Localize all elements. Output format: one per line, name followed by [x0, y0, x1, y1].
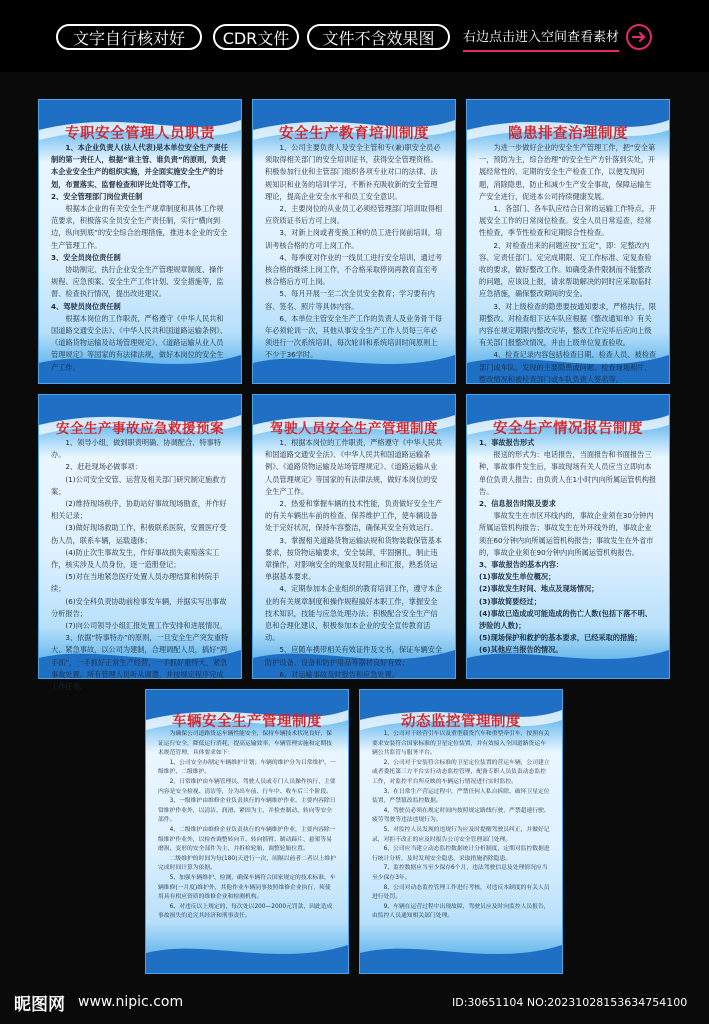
- paragraph: (6)安全科负责协助前检事发车辆，并据实写出事故分析报告；: [51, 596, 227, 618]
- paragraph: 为进一步做好企业的安全生产管理工作，把“安全第一，预防为主，综合治理”的安全生产方针落到实处，开展经常性的、定期的安全生产检查工作，以便发现问题，消除隐患，防止和减少生产安全事故，保障运输生产安全进行，促进本公司持续健康发展。: [479, 143, 656, 201]
- paragraph-heading: (4)事故已造成或可能造成的伤亡人数(包括下落不明、涉险的人数)；: [479, 608, 652, 631]
- paragraph: 1、各部门、各车队应结合日常的运输工作特点，开展安全工作的日常岗位检查。安全人员日常巡查，经常性检查，季节性检查和定期综合性检查。: [479, 204, 657, 238]
- board-title: 动态监控管理制度: [401, 714, 521, 730]
- paragraph-heading: (3)事故简要经过；: [479, 596, 541, 606]
- paragraph-heading: (6)其他应当报告的情况。: [479, 645, 563, 655]
- paragraph: 5、每月开展一至二次全员安全教育；学习要有内容、签名、照片等具体内容。: [265, 289, 435, 311]
- paragraph: 3、对上级检查的隐患要按通知要求，严格执行，限期整改。对检查组下达车队应根据《整改通知单》有关内容在规定期限内整改完毕，整改工作完毕后应向上级有关部门报整改情况，并由上级单位复查验收。: [479, 301, 657, 348]
- space-link-note[interactable]: 右边点击进入空间查看素材: [463, 26, 619, 52]
- paragraph: 4、二级维护由维修企业负责执行的车辆维护作业，主要内容除一级维护作业外，以检查调整转向节、转向摇臂、制动蹄片、悬架等易磨损、变形的安全部件为主，并拆检轮胎，调整轮胎位置。: [158, 826, 336, 853]
- paragraph: (4)防止次生事故发生，作好事故损失索赔落实工作，核实涉及人员身份，逐一造册登记；: [51, 547, 220, 570]
- paragraph: 6、公司应当建立动态监控数据统计分析制度，定期对监控数据进行统计分析，及时发现安全隐患，采取措施消除隐患。: [372, 846, 550, 862]
- board-title: 驾驶人员安全生产管理制度: [270, 421, 438, 437]
- board-body: [265, 437, 443, 681]
- paragraph: 2、日常维护由车辆管理员、驾驶人员或专门人员操作执行，主要内容是安全检视、清洁等，分为出车前、行车中、收车后三个阶段。: [158, 778, 336, 795]
- board-emergency-plan: [38, 394, 242, 692]
- paragraph: 5、应随车携带相关有效证件及文书，保证车辆安全防护设备、设备和防护用品等器材良好有效；: [265, 645, 443, 667]
- paragraph: 事故发生在市区环线内的，事故企业须在30分钟内所属运管机构报告；事故发生在外环线外的，事故企业须在60分钟内向所属运管机构报告；事故发生在外省市的，事故企业须在90分钟内向所属运管机构报告。: [479, 511, 654, 557]
- paragraph: (1)公司安全安管、运营及相关部门研究制定施救方案；: [51, 474, 227, 496]
- board-body: [51, 142, 229, 374]
- board-hazard-inspection: [466, 99, 670, 384]
- board-training-system: [252, 99, 456, 384]
- watermark-id: ID:30651104 NO:20231028153634754100: [452, 996, 688, 1009]
- paragraph: 根据本企业的有关安全生产规章制度和具体工作规范要求，积极落实全员安全生产责任制，实行“横向到边，纵向到底”的安全综合治理措施，推进本企业的安全生产管理工作。: [51, 204, 228, 250]
- board-body: [265, 142, 443, 362]
- paragraph: 4、检查记录内容包括检查日期、检查人员、被检查部门或车队、发现的主要隐患或问题、检查现场照片、整改情况和被检查部门或车队负责人签名等。: [479, 350, 657, 384]
- paragraph: 2、热爱和掌握车辆的技术性能，负责做好安全生产的有关车辆出车前的检查、保养维护工作，使车辆设备处于完好状况，保持车容整洁，确保其安全有效运行。: [265, 499, 443, 533]
- paragraph: (2)维持现场秩序，协助站好事故现场勘查，并作好相关记录；: [51, 499, 227, 521]
- arrow-right-icon[interactable]: [626, 24, 652, 50]
- paragraph: 6、对违反以上规定的，每次处以200—2000元罚款，因此造成事故损失的追究其经济和刑事责任。: [158, 903, 333, 920]
- board-title: 安全生产教育培训制度: [279, 126, 429, 142]
- paragraph: 二级维护的时间为每(180)天进行一次，间隔以前者二者以上维护完成时间计算为依据。: [158, 855, 336, 872]
- paragraph: 3、对新上岗或者变换工种的员工进行岗前培训，培训考核合格的方可上岗工作。: [265, 228, 443, 250]
- paragraph: 4、驾驶员必须在规定时间内按照规定路线行驶，严禁超速行驶、疲劳驾驶等违法违规行为。: [372, 807, 550, 824]
- board-title: 车辆安全生产管理制度: [172, 714, 322, 730]
- paragraph: 1、根据本岗位的工作职责，严格遵守《中华人民共和国道路交通安全法》、《中华人民共和国道路运输条例》、《道路货物运输及站场管理规定》、《道路运输从业人员管理规定》等国家的有法律法规，做好本岗位的安全生产工作。: [265, 438, 443, 496]
- paragraph: 报送的形式为：电话报告，当面报告和书面报告三种，事故事件发生后，事故现场有关人员应当立即向本单位负责人报告；由负责人在1小时内向所属运管机构报告。: [479, 450, 657, 496]
- pill-cdr-file: CDR文件: [213, 24, 299, 50]
- board-incident-reporting: [466, 394, 670, 679]
- paragraph: 1、公司对于经营引车以及重型载货汽车和重型牵引车，按照有关要求安装符合国家标准的卫星定位装置，并有效接入全国道路货运车辆公共监管与服务平台。: [372, 731, 550, 757]
- board-body: [479, 142, 657, 386]
- paragraph: 根据本岗位的工作职责，严格遵守《中华人民共和国道路交通安全法》、《中华人民共和国道路运输条例》、《道路货物运输及站场管理规定》、《道路运输从业人员管理规定》等国家的有法律法规，做好本岗位的安全生产工作。: [51, 313, 228, 372]
- top-bar: [0, 0, 709, 72]
- paragraph-heading: 2、信息报告时限及要求: [479, 499, 556, 509]
- paragraph: 9、车辆在运营过程中出现故障，驾驶员应及时向监控人员报告，由监控人员通知相关部门处理。: [372, 903, 550, 920]
- paragraph: (3)做好现场救助工作，积极联系医院，安置医疗受伤人员，联系车辆，运载遗体；: [51, 523, 227, 545]
- pill-proofread-text: 文字自行核对好: [56, 24, 202, 50]
- paragraph: 5、对监控人员发现的违规行为应及时提醒驾驶员纠正，并做好记录，对拒不改正的应及时报告公司安全管理部门处理。: [372, 826, 550, 843]
- watermark-logo: 昵图网: [14, 995, 65, 1015]
- board-vehicle-management: [145, 689, 349, 974]
- paragraph-heading: 2、安全管理部门岗位责任制: [51, 191, 143, 201]
- paragraph: 2、公司对于安装符合标准的卫星定位装置的营运车辆，公司建立或者委托第三方平台实行动态监控管理，配备专职人员负责动态监控工作，对监控平台所反映的车辆运行情况进行实时监控。: [372, 759, 550, 785]
- board-title: 安全生产事故应急救援预案: [56, 421, 224, 437]
- board-title: 安全生产情况报告制度: [493, 421, 643, 437]
- paragraph: 4、定期参加本企业组织的教育培训工作，遵守本企业的有关规章制度和操作规程搞好本职工作，掌握安全技术知识，技能与应急处理办法；积极配合安全生产信息和合理化建议，积极参加本企业的安全宣传教育活动。: [265, 584, 443, 643]
- wave-decoration: [360, 933, 562, 973]
- board-title: 专职安全管理人员职责: [65, 126, 215, 142]
- paragraph: 3、依据“特事特办”的原则，一旦安全生产突发重特大、紧急事故，以公司为建制，合理调配人员，搞好“两手抓”，一手抓好正常生产经营，一手抓好重特大、紧急事故处置。所有管理人员听从调遣，并按规定程序完成工作任务。: [51, 633, 229, 692]
- paragraph-heading: 4、驾驶员岗位责任制: [51, 301, 121, 311]
- board-body: [158, 730, 336, 922]
- paragraph: 6、对运输事故及时报告和应急处置。: [279, 669, 399, 679]
- paragraph: 7、监控数据应当至少保存6个月，违法驾驶信息及处理情况应当至少保存3年。: [372, 865, 548, 881]
- paragraph: 为确保公司道路货运车辆性能安全，保持车辆技术状况良好，保证运行安全，降低运行消耗，提高运输效率，车辆管理实施和定期技术规范管理，具体要求如下：: [158, 731, 332, 757]
- watermark-url: www.nipic.com: [78, 994, 184, 1010]
- paragraph: 协助制定、执行企业安全生产管理规章制度、操作规程、应急预案、安全生产工作计划、安全措施等，监督、检查执行情况，提出改进建议。: [51, 265, 224, 299]
- pill-no-effect-image: 文件不含效果图: [307, 24, 450, 50]
- wave-decoration: [146, 933, 348, 973]
- paragraph: 6、本单位主管安全生产工作的负责人及业务骨干每年必须轮训一次，其他从事安全生产工作人员每三年必须进行一次系统培训，每次轮训和系统培训时间原则上不少于36学时。: [265, 313, 443, 360]
- board-dynamic-monitoring: [359, 689, 563, 974]
- paragraph: 1、本企业负责人(法人代表)是本单位安全生产责任制的第一责任人，根据“谁主管、谁负责”的原则，负责本企业安全生产的组织实施，并全面实施安全生产的计划，布置落实、监督检查和评比处罚等工作。: [51, 143, 228, 189]
- paragraph-heading: 3、事故报告的基本内容：: [479, 560, 564, 570]
- board-body: [479, 437, 657, 657]
- paragraph: 2、对检查出来的问题应按“五定”，即：定整改内容、定责任部门、定完成期限、定工作标准、定复查验收的要求，做好整改工作。如确受条件限制而不能整改的问题，应该设上报，请求帮助解决的同时应采取临时应急措施，确保整改期间的安全。: [479, 240, 652, 299]
- paragraph: (5)对在当地紧急医疗处置人员办理结算和转院手续；: [51, 572, 220, 594]
- board-safety-manager-duties: [38, 99, 242, 384]
- paragraph: 4、每季度对作业的一线员工进行安全培训，通过考核合格的继续上岗工作，不合格采取停岗再教育直至考核合格后方可上岗。: [265, 252, 443, 287]
- paragraph: 1、公司主要负责人及安全主管和专(兼)职安全员必须取得相关部门的安全培训证书，获得安全管理资格。积极参加行业和主管部门组织各项专业对口的法律、法规知识和业务的培训学习，不断补充吸收新的安全管理理论，提高企业安全水平和员工安全意识。: [265, 143, 441, 201]
- board-title: 隐患排查治理制度: [508, 126, 628, 142]
- paragraph-heading: 3、安全员岗位责任制: [51, 252, 121, 262]
- paragraph-heading: (2)事故发生时间、地点及现场情况；: [479, 584, 599, 594]
- board-body: [372, 730, 550, 922]
- paragraph: 2、赶赴现场必做事项：: [65, 462, 142, 472]
- paragraph: 8、公司对动态监控管理工作进行考核，对违反本制度的有关人员进行处罚。: [372, 884, 550, 901]
- paragraph: 5、加强车辆维护、检测，确保车辆符合国家规定的技术标准，车辆维修(一月度)维护外，其他作业车辆同事按照维修企业执行，须使用具有相应资质的维修企业和检测机构。: [158, 874, 336, 901]
- paragraph: 1、公司安全办制定车辆维护计划；车辆的维护分为日常维护、一级维护、二级维护。: [158, 759, 336, 776]
- board-driver-management: [252, 394, 456, 679]
- paragraph: 3、在日常生产营运过程中，严禁任何人私自拆除、破坏卫星定位装置，严禁篡改监控数据。: [372, 788, 550, 805]
- paragraph: 3、一级维护由维修企业负责执行的车辆维护作业。主要内容除日常维护作业外，以清洁、润滑、紧固为主，并检查制动、转向等安全部件。: [158, 798, 336, 824]
- paragraph: 2、主要岗位的从业员工必须经管理部门培训取得相应资质证书后方可上岗。: [265, 204, 443, 226]
- paragraph-heading: 1、事故报告形式: [479, 438, 535, 447]
- board-body: [51, 437, 229, 693]
- paragraph: 3、掌握相关道路货物运输法规和货物装载保管基本要求，按货物运输要求，安全装卸，牢固捆扎，制止违章操作，对影响安全的现象及时阻止和汇报，熟悉货运单据基本要求。: [265, 535, 443, 582]
- paragraph: (7)向公司领导小组汇报处置工作安排和进展情况。: [65, 621, 227, 631]
- paragraph-heading: (5)现场保护和救护的基本要求，已经采取的措施；: [479, 633, 642, 643]
- paragraph-heading: (1)事故发生单位概况；: [479, 572, 556, 582]
- paragraph: 1、领导小组，做到职责明确、协调配合、特事特办。: [51, 438, 221, 460]
